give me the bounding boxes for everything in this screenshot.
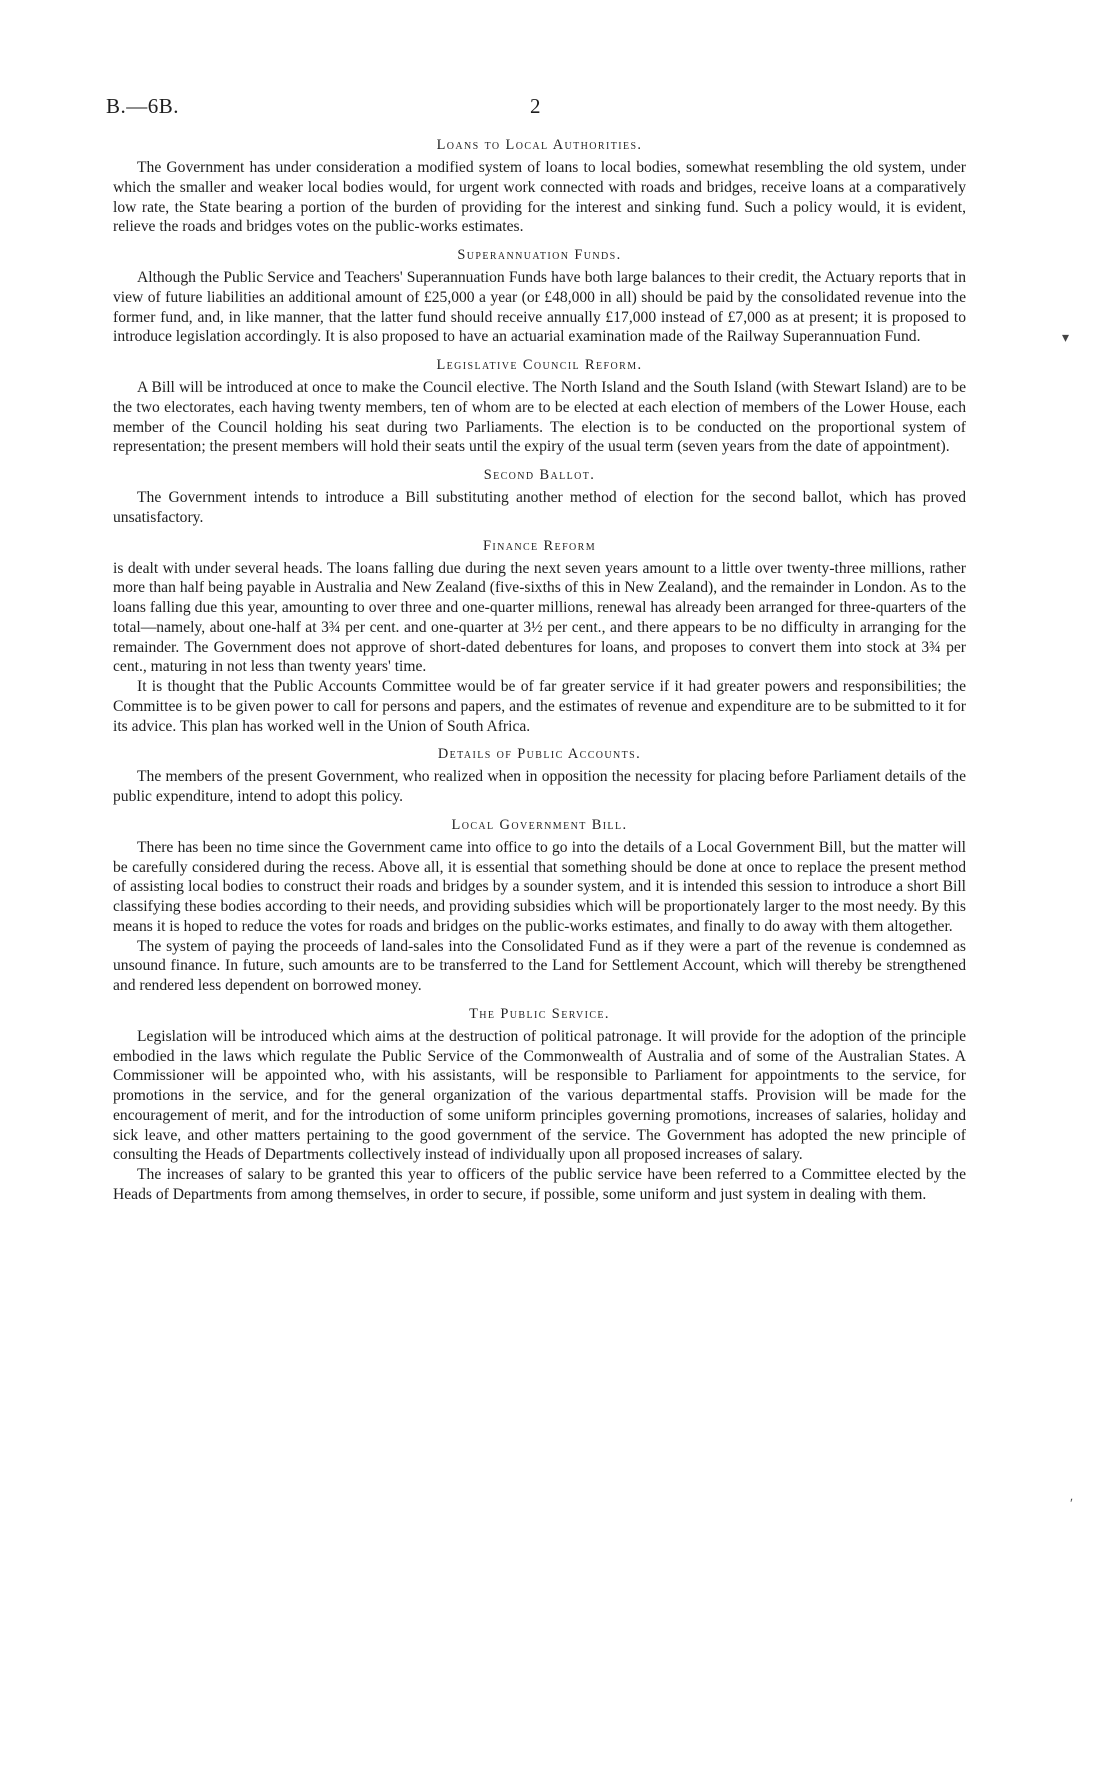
paragraph: A Bill will be introduced at once to make the Council elective. The North Island and the South Island (with Stewart Island) are to be the two electorates, each having twenty members, ten of whom are to be elected at each election of members of the Lower House, each member of the Council holding his seat during two Parliaments. The election is to be conducted on the proportional system of representation; the present members will hold their seats until the expiry of the usual term (seven years from the date of appointment). — [113, 379, 966, 456]
section-loans-to-local-authorities — [113, 136, 966, 237]
section-heading: Superannuation Funds. — [457, 247, 622, 263]
section-heading: Second Ballot. — [483, 467, 596, 483]
section-finance-reform — [113, 537, 966, 737]
section-heading: Loans to Local Authorities. — [436, 137, 643, 153]
document-body — [113, 136, 966, 1214]
section-the-public-service — [113, 1005, 966, 1205]
paragraph: is dealt with under several heads. The loans falling due during the next seven years amount to a little over twenty-three millions, rather more than half being payable in Australia and New Zealand (five-sixths of this in New Zealand), and the remainder in London. As to the loans falling due this year, amounting to over three and one-quarter millions, renewal has already been arranged for three-quarters of the total—namely, about one-half at 3¾ per cent. and one-quarter at 3½ per cent., and there appears to be no difficulty in arranging for the remainder. The Government does not approve of short-dated debentures for loans, and proposes to convert them into stock at 3¾ per cent., maturing in not less than twenty years' time. — [113, 559, 966, 676]
paragraph: The Government has under consideration a modified system of loans to local bodies, somewhat resembling the old system, under which the smaller and weaker local bodies would, for urgent work connected with roads and bridges, receive loans at a comparatively low rate, the State bearing a portion of the burden of providing for the interest and sinking fund. Such a policy would, it is evident, relieve the roads and bridges votes on the public-works estimates. — [113, 159, 966, 236]
paragraph: It is thought that the Public Accounts Committee would be of far greater service if it had greater powers and responsibilities; the Committee is to be given power to call for persons and papers, and the estimates of revenue and expenditure are to be submitted to it for its advice. This plan has worked well in the Union of South Africa. — [113, 678, 966, 735]
section-details-of-public-accounts — [113, 745, 966, 807]
section-heading: Finance Reform — [482, 537, 597, 554]
section-superannuation-funds — [113, 246, 966, 347]
document-reference: B.—6B. — [106, 94, 180, 118]
section-legislative-council-reform — [113, 356, 966, 457]
section-local-government-bill — [113, 816, 966, 996]
margin-speck-icon: ▾ — [1062, 331, 1070, 346]
margin-speck-icon: ʹ — [1070, 1497, 1074, 1512]
paragraph: The system of paying the proceeds of land-sales into the Consolidated Fund as if they were a part of the revenue is condemned as unsound finance. In future, such amounts are to be transferred to the Land for Settlement Account, which will thereby be strengthened and rendered less dependent on borrowed money. — [113, 937, 966, 994]
page-header — [106, 94, 986, 124]
paragraph: The members of the present Government, who realized when in opposition the necessity for placing before Parliament details of the public expenditure, intend to adopt this policy. — [113, 768, 966, 805]
paragraph: Legislation will be introduced which aims at the destruction of political patronage. It will provide for the adoption of the principle embodied in the laws which regulate the Public Service of the Commonwealth of Australia and of some of the Australian States. A Commissioner will be appointed who, with his assistants, will be responsible to Parliament for appointments to the service, for promotions in the service, and for the general organization of the various departmental staffs. Provision will be made for the encouragement of merit, and for the introduction of some uniform principles governing promotions, increases of salaries, holiday and sick leave, and other matters pertaining to the good government of the service. The Government has adopted the new principle of consulting the Heads of Departments collectively instead of individually upon all proposed increases of salary. — [113, 1027, 966, 1164]
section-heading: Details of Public Accounts. — [437, 746, 642, 763]
paragraph: The increases of salary to be granted this year to officers of the public service have been referred to a Committee elected by the Heads of Departments from among themselves, in order to secure, if possible, some uniform and just system in dealing with them. — [113, 1166, 966, 1203]
page-number: 2 — [530, 94, 541, 118]
section-heading: Local Government Bill. — [451, 816, 628, 833]
section-heading: Legislative Council Reform. — [436, 357, 643, 373]
section-heading: The Public Service. — [469, 1005, 610, 1022]
paragraph: Although the Public Service and Teachers' Superannuation Funds have both large balances to their credit, the Actuary reports that in view of future liabilities an additional amount of £25,000 a year (or £48,000 in all) should be paid by the consolidated revenue into the former fund, and, in like manner, that the latter fund should receive annually £17,000 instead of £7,000 as at present; it is proposed to introduce legislation accordingly. It is also proposed to have an actuarial examination made of the Railway Superannuation Fund. — [113, 269, 966, 346]
paragraph: There has been no time since the Government came into office to go into the details of a Local Government Bill, but the matter will be carefully considered during the recess. Above all, it is essential that something should be done at once to replace the present method of assisting local bodies to construct their roads and bridges by a sounder system, and it is intended this session to introduce a short Bill classifying these bodies according to their needs, and providing subsidies which will be proportionately larger to the most needy. By this means it is hoped to reduce the votes for roads and bridges on the public-works estimates, and finally to do away with them altogether. — [113, 838, 966, 935]
section-second-ballot — [113, 466, 966, 528]
paragraph: The Government intends to introduce a Bill substituting another method of election for the second ballot, which has proved unsatisfactory. — [113, 489, 966, 526]
